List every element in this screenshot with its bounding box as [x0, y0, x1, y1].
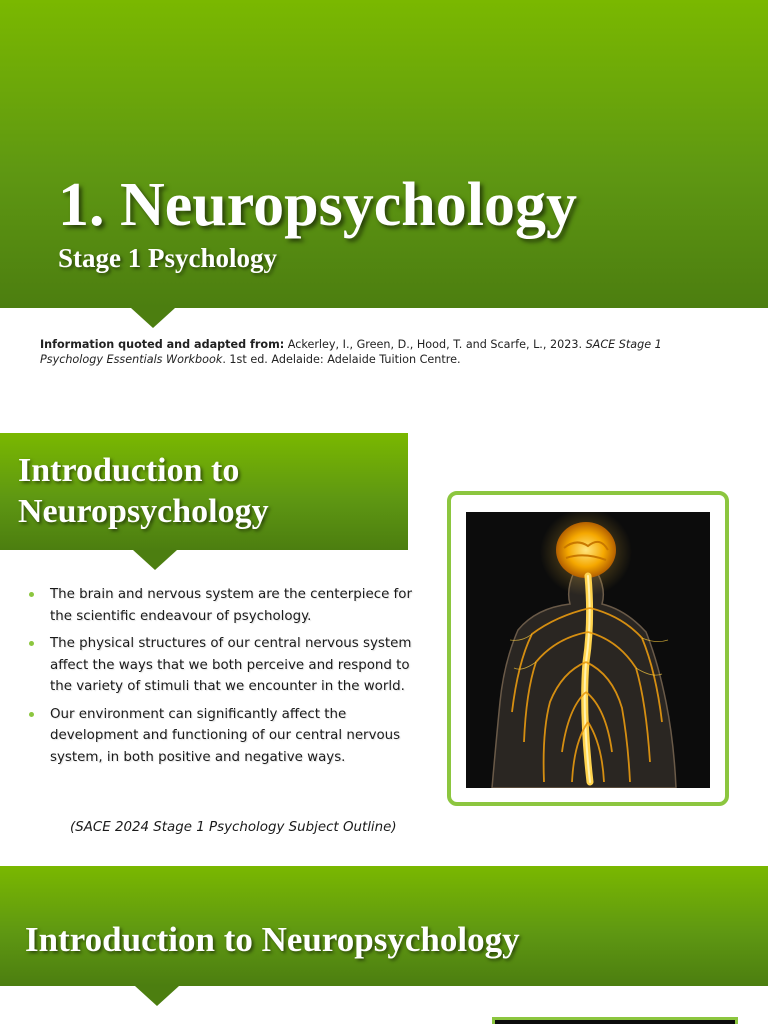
banner-notch — [135, 986, 179, 1006]
bullet-text: The physical structures of our central nervous system affect the ways that we both perceive and respond to the variety of stimuli that we encounter in the world. — [50, 636, 412, 694]
page-title: 1. Neuropsychology — [58, 171, 578, 239]
citation — [40, 337, 700, 367]
bullet-item — [28, 584, 418, 627]
bullet-dot-icon — [29, 641, 34, 646]
source-note: (SACE 2024 Stage 1 Psychology Subject Outline) — [70, 820, 397, 835]
section-title-line2: Neuropsychology — [18, 493, 269, 530]
citation-authors: Ackerley, I., Green, D., Hood, T. and Scarfe, L., 2023. — [284, 338, 586, 351]
bullet-dot-icon — [29, 592, 34, 597]
nervous-system-svg — [466, 512, 710, 788]
banner-notch — [133, 550, 177, 570]
section-title-line1: Introduction to — [18, 452, 240, 489]
bullet-dot-icon — [29, 712, 34, 717]
bullet-item — [28, 704, 418, 769]
section-title — [18, 450, 408, 532]
bullet-text: Our environment can significantly affect the development and functioning of our central nervous system, in both positive and negative ways. — [50, 706, 401, 765]
citation-publisher: . 1st ed. Adelaide: Adelaide Tuition Centre. — [222, 353, 461, 366]
image-frame — [492, 1017, 738, 1024]
bullet-item — [28, 633, 418, 698]
banner-notch — [131, 308, 175, 328]
bullet-list — [28, 584, 418, 774]
image-frame — [447, 491, 729, 806]
citation-book: SACE Stage 1 Psychology Essentials Workbook — [40, 338, 662, 366]
page-subtitle: Stage 1 Psychology — [58, 243, 277, 273]
section-title: Introduction to Neuropsychology — [25, 920, 520, 959]
bullet-text: The brain and nervous system are the centerpiece for the scientific endeavour of psychology. — [50, 587, 412, 624]
citation-lead: Information quoted and adapted from: — [40, 338, 285, 351]
nervous-system-illustration-icon — [466, 512, 710, 788]
